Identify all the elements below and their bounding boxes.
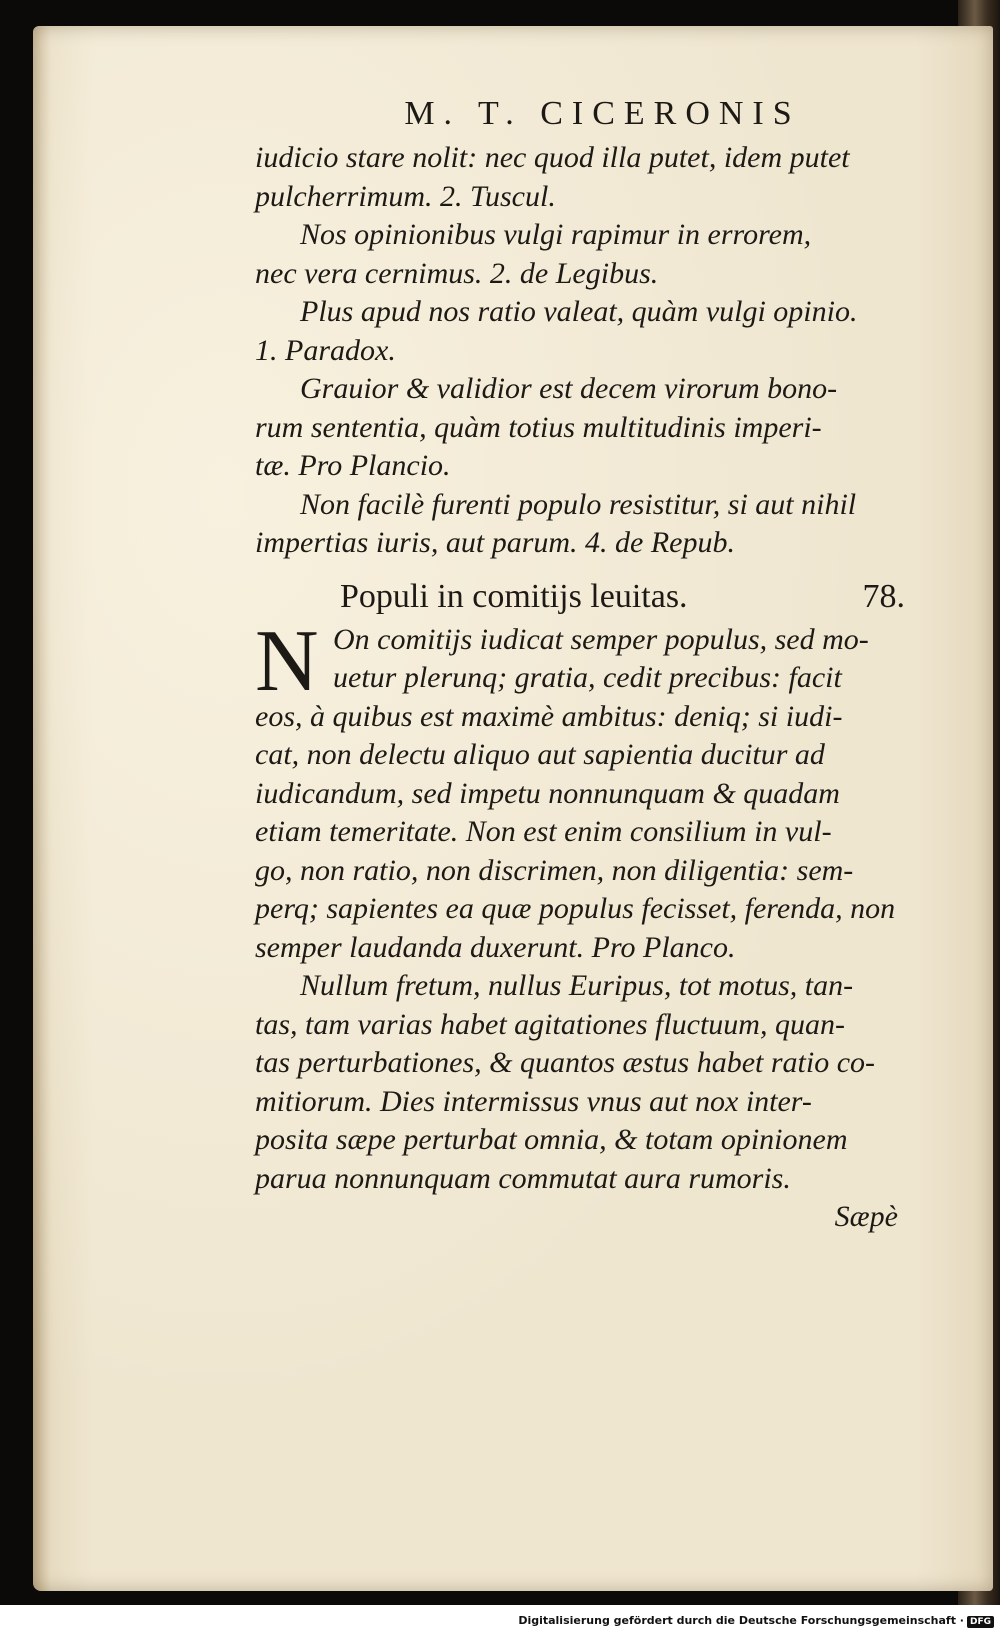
text-line: eos, à quibus est maximè ambitus: deniq; si iudi- — [255, 699, 843, 733]
text-line: iudicandum, sed impetu nonnunquam & quadam — [255, 776, 840, 810]
text-line: iudicio stare nolit: nec quod illa putet, idem putet — [255, 141, 850, 174]
text-line: Nullum fretum, nullus Euripus, tot motus, tan- — [300, 969, 854, 1002]
text-line: posita sæpe perturbat omnia, & totam opinionem — [255, 1123, 848, 1156]
text-line: Plus apud nos ratio valeat, quàm vulgi opinio. — [300, 295, 858, 328]
text-line: nec vera cernimus. 2. de Legibus. — [255, 256, 659, 290]
text-line: uetur plerunq; gratia, cedit precibus: facit — [333, 661, 842, 694]
text-line: Non facilè furenti populo resistitur, si aut nihil — [300, 487, 857, 521]
text-line: tæ. Pro Plancio. — [255, 449, 451, 482]
text-line: perq; sapientes ea quæ populus fecisset, ferenda, non — [255, 892, 896, 925]
text-line: pulcherrimum. 2. Tuscul. — [255, 179, 556, 213]
text-line: rum sententia, quàm totius multitudinis imperi- — [255, 410, 822, 444]
text-line: Grauior & validior est decem virorum bono- — [300, 372, 838, 405]
catchword: Sæpè — [834, 1200, 898, 1233]
page-text — [255, 95, 910, 1234]
drop-initial: N — [255, 612, 319, 710]
section-heading — [255, 575, 910, 619]
running-head: M. T. CICERONIS — [404, 95, 801, 132]
text-block-section — [255, 612, 910, 1199]
text-line: tas, tam varias habet agitationes fluctuum, quan- — [255, 1007, 845, 1041]
text-line: On comitijs iudicat semper populus, sed mo- — [333, 622, 869, 656]
dfg-logo: DFG — [967, 1616, 994, 1628]
text-line: etiam temeritate. Non est enim consilium in vul- — [255, 815, 832, 848]
text-line: mitiorum. Dies intermissus vnus aut nox inter- — [255, 1084, 812, 1118]
text-line: tas perturbationes, & quantos æstus habet ratio co- — [255, 1046, 876, 1079]
section-number: 78. — [862, 577, 905, 615]
digitization-footer — [518, 1614, 994, 1628]
text-line: 1. Paradox. — [255, 333, 396, 367]
text-line: go, non ratio, non discrimen, non diligentia: sem- — [255, 853, 854, 887]
text-line: Nos opinionibus vulgi rapimur in errorem, — [300, 218, 812, 251]
text-line: cat, non delectu aliquo aut sapientia ducitur ad — [255, 738, 825, 771]
section-title: Populi in comitijs leuitas. — [340, 577, 688, 615]
text-line: semper laudanda duxerunt. Pro Planco. — [255, 930, 736, 964]
text-block-top — [255, 139, 910, 563]
text-line: parua nonnunquam commutat aura rumoris. — [255, 1161, 791, 1195]
text-line: impertias iuris, aut parum. 4. de Repub. — [255, 526, 735, 559]
footer-text: Digitalisierung gefördert durch die Deutsche Forschungsgemeinschaft · — [518, 1614, 964, 1627]
